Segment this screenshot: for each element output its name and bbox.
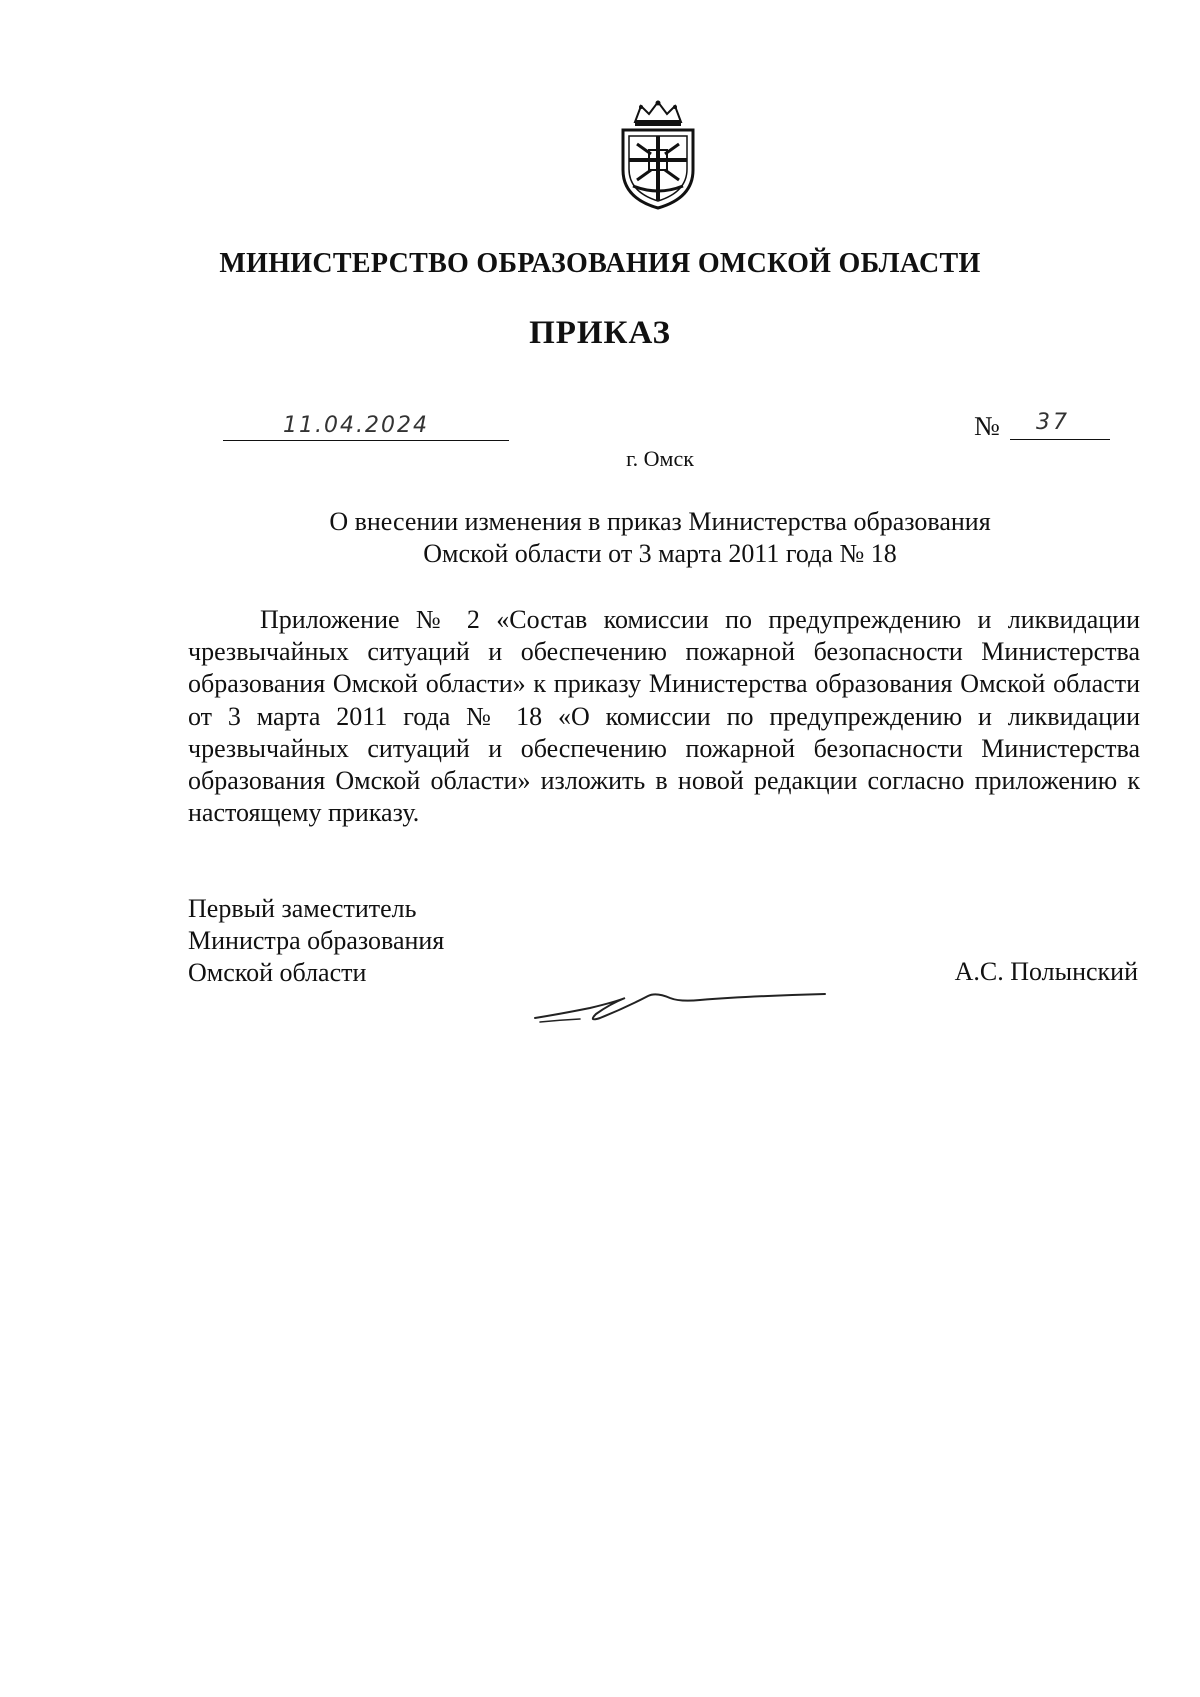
signer-name: А.С. Полынский — [954, 957, 1138, 986]
signer-title — [188, 893, 444, 989]
handwritten-date: 11.04.2024 — [283, 413, 429, 438]
signer-title-line-1: Первый заместитель — [188, 894, 417, 923]
city: г. Омск — [626, 446, 694, 471]
body-paragraph: Приложение № 2 «Состав комиссии по предупреждению и ликвидации чрезвычайных ситуаций и обеспечению пожарной безопасности Министерства образования Омской области» к приказу Министерства образования Омской области от 3 марта 2011 года № 18 «О комиссии по предупреждению и ликвидации чрезвычайных ситуаций и обеспечению пожарной безопасности Министерства образования Омской области» изложить в новой редакции согласно приложению к настоящему приказу. — [188, 605, 1140, 828]
ministry-name: МИНИСТЕРСТВО ОБРАЗОВАНИЯ ОМСКОЙ ОБЛАСТИ — [219, 248, 981, 279]
signer-title-line-2: Министра образования — [188, 926, 445, 955]
date-field — [223, 408, 509, 441]
document-subject — [260, 506, 1060, 570]
document-type-title: ПРИКАЗ — [529, 315, 671, 351]
coat-of-arms-emblem — [613, 100, 703, 210]
number-sign: № — [974, 411, 1000, 441]
signer-title-line-3: Омской области — [188, 958, 367, 987]
handwritten-number: 37 — [1036, 410, 1070, 435]
subject-line-1: О внесении изменения в приказ Министерства образования — [329, 507, 991, 536]
handwritten-signature — [530, 972, 830, 1032]
number-field — [1010, 404, 1110, 440]
subject-line-2: Омской области от 3 марта 2011 года № 18 — [423, 539, 897, 568]
